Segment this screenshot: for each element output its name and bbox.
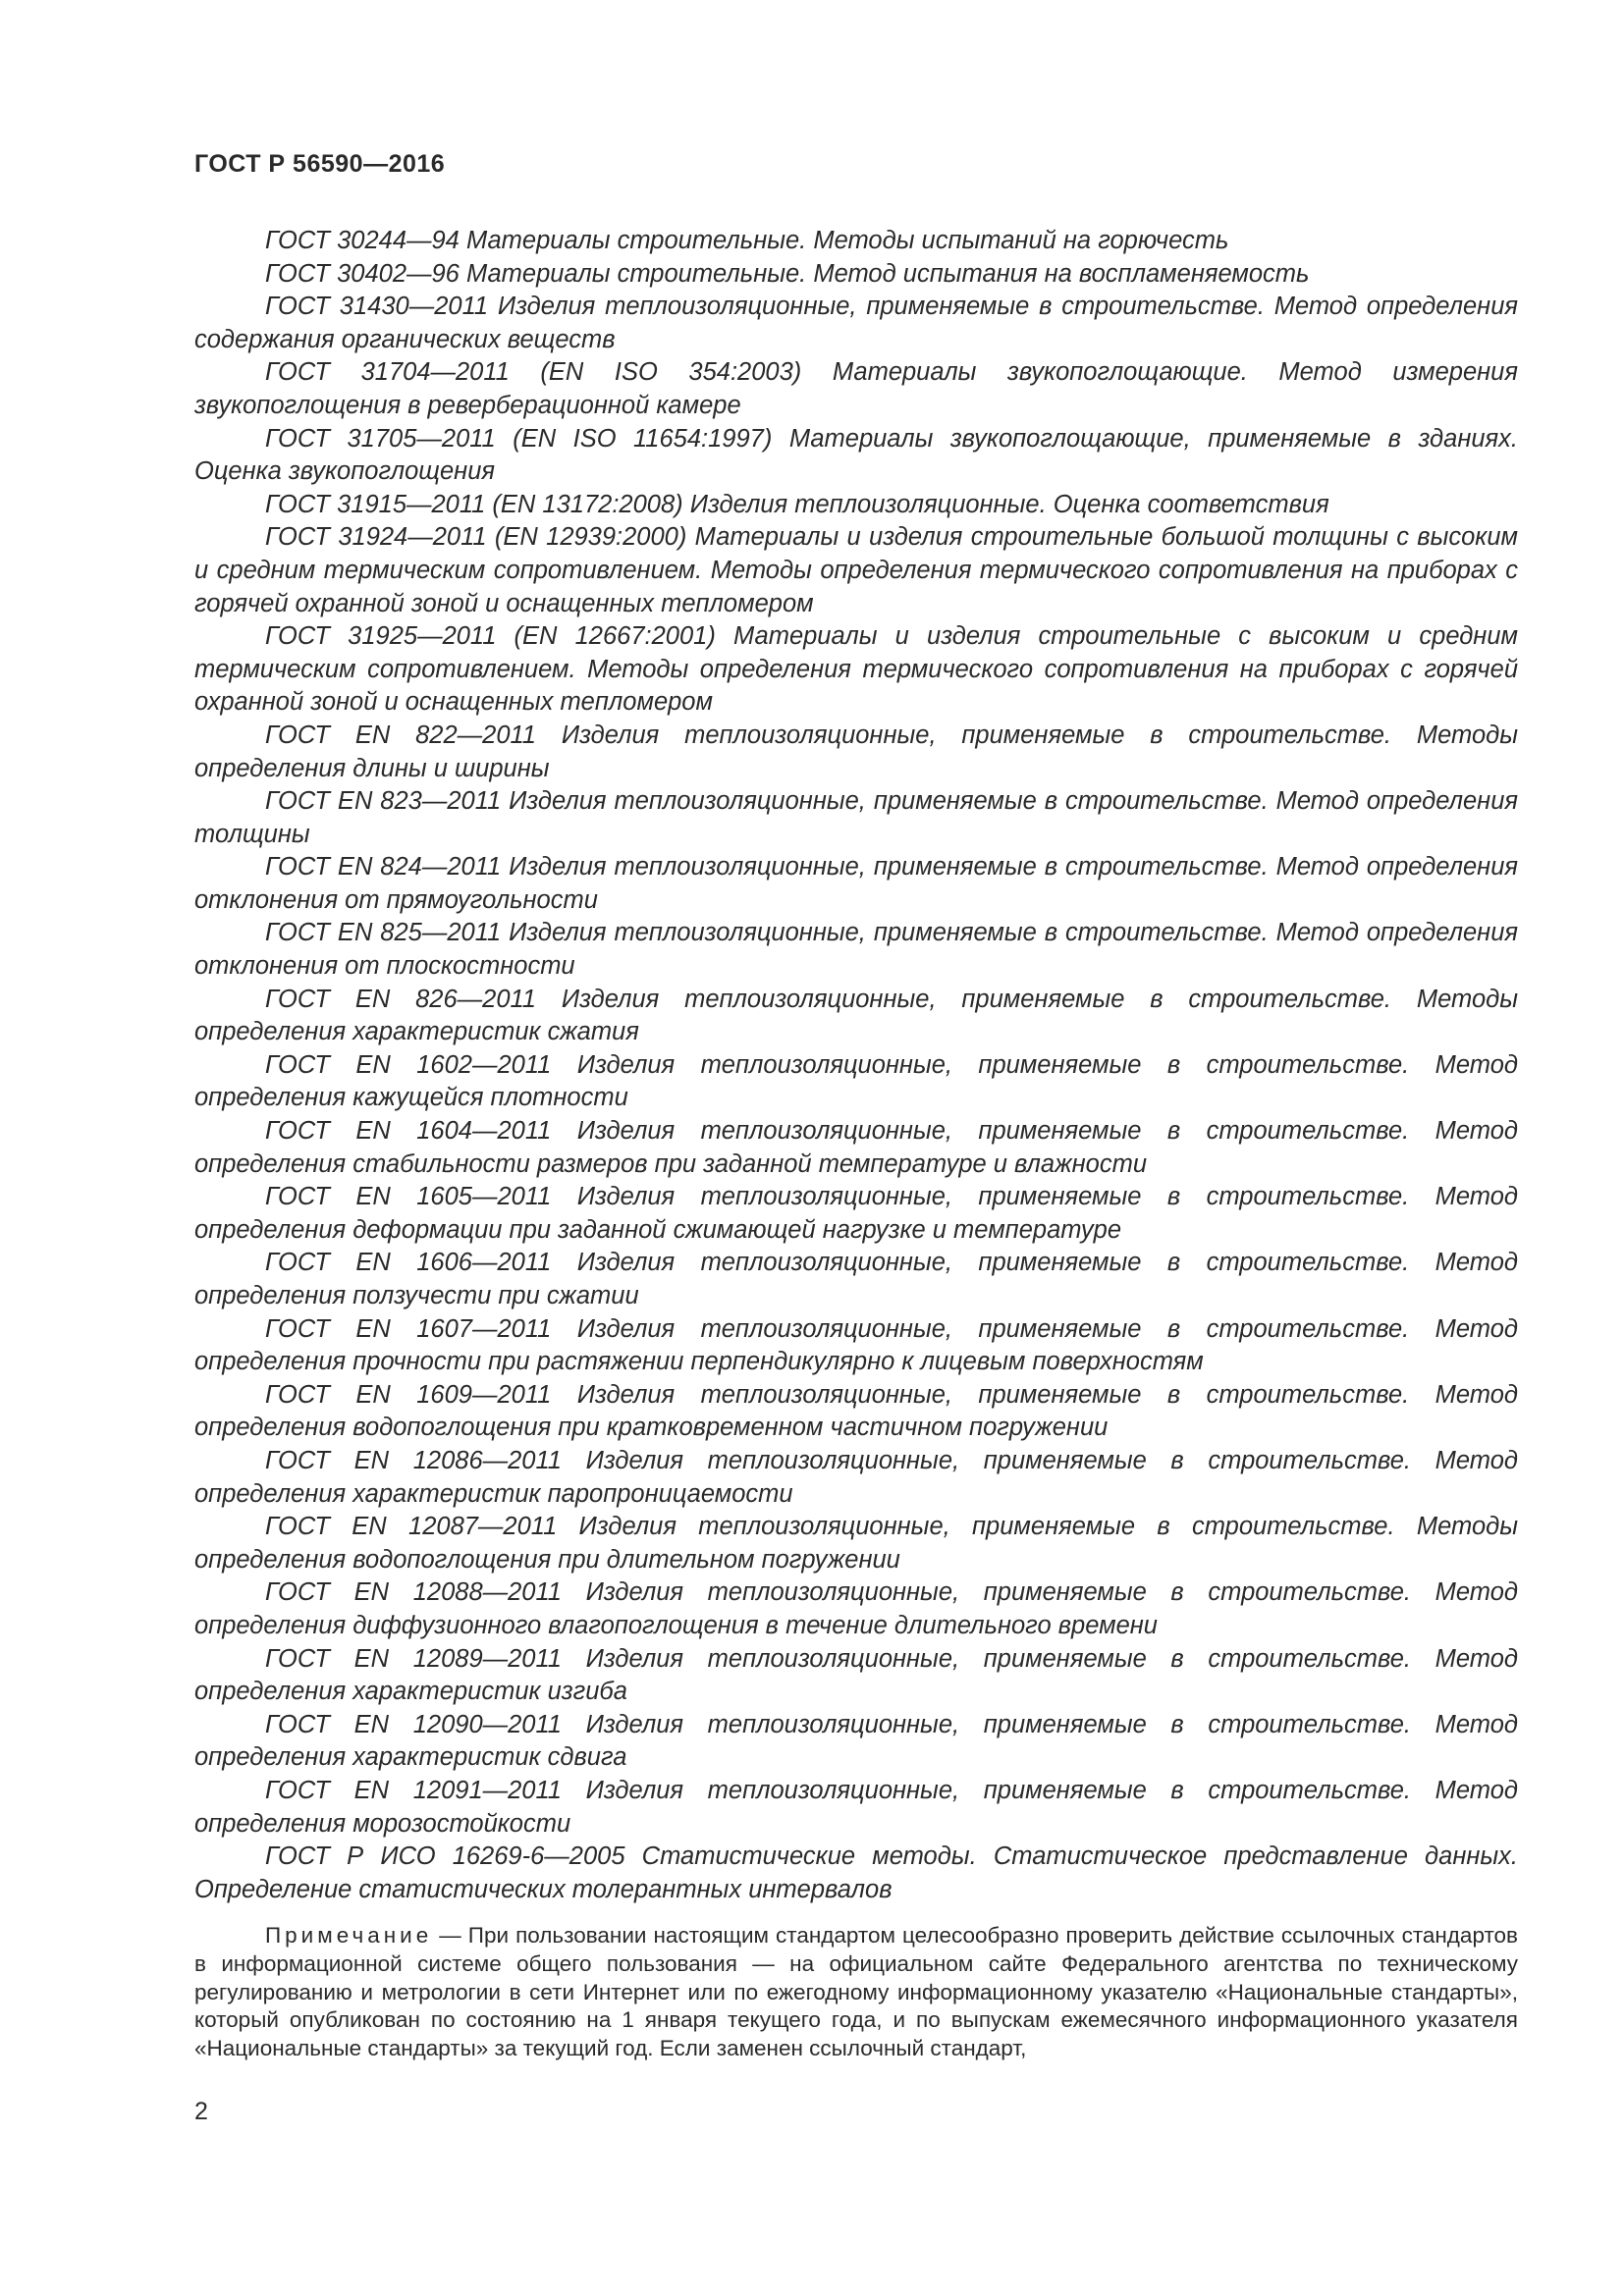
note-text: — При пользовании настоящим стандартом целесообразно проверить действие ссылочных стандартов в информационной системе общего пользования — на официальном сайте Федерального агентства по техническому регулированию и метрологии в сети Интернет или по ежегодному информационному указателю «Национальные стандарты», который опубликован по состоянию на 1 января текущего года, и по выпускам ежемесячного информационного указателя «Национальные стандарты» за текущий год. Если заменен ссылочный стандарт, (194, 1923, 1518, 2061)
note-paragraph (194, 1922, 1518, 2063)
note-label: Примечание (265, 1923, 433, 1948)
reference-item: ГОСТ EN 12090—2011 Изделия теплоизоляционные, применяемые в строительстве. Метод определения характеристик сдвига (194, 1710, 1518, 1772)
document-header: ГОСТ Р 56590—2016 (194, 150, 446, 178)
reference-item: ГОСТ EN 824—2011 Изделия теплоизоляционные, применяемые в строительстве. Метод определения отклонения от прямоугольности (194, 853, 1518, 914)
reference-item: ГОСТ Р ИСО 16269-6—2005 Статистические методы. Статистическое представление данных. Определение статистических толерантных интервалов (194, 1842, 1518, 1903)
reference-item: ГОСТ 31704—2011 (EN ISO 354:2003) Материалы звукопоглощающие. Метод измерения звукопоглощения в реверберационной камере (194, 358, 1518, 419)
reference-item: ГОСТ EN 12086—2011 Изделия теплоизоляционные, применяемые в строительстве. Метод определения характеристик паропроницаемости (194, 1446, 1518, 1508)
reference-item: ГОСТ EN 1606—2011 Изделия теплоизоляционные, применяемые в строительстве. Метод определения ползучести при сжатии (194, 1249, 1518, 1309)
reference-item: ГОСТ 30402—96 Материалы строительные. Метод испытания на воспламеняемость (265, 259, 1310, 288)
reference-item: ГОСТ EN 822—2011 Изделия теплоизоляционные, применяемые в строительстве. Методы определения длины и ширины (194, 721, 1518, 782)
reference-item: ГОСТ EN 1602—2011 Изделия теплоизоляционные, применяемые в строительстве. Метод определения кажущейся плотности (194, 1050, 1518, 1112)
reference-item: ГОСТ 31915—2011 (EN 13172:2008) Изделия теплоизоляционные. Оценка соответствия (265, 490, 1329, 518)
reference-item: ГОСТ 31924—2011 (EN 12939:2000) Материалы и изделия строительные большой толщины с высоким и средним термическим сопротивлением. Методы определения термического сопротивления на приборах с горячей охранной зоной и оснащенных тепломером (194, 523, 1518, 617)
reference-item: ГОСТ EN 826—2011 Изделия теплоизоляционные, применяемые в строительстве. Методы определения характеристик сжатия (194, 985, 1518, 1046)
reference-item: ГОСТ EN 12088—2011 Изделия теплоизоляционные, применяемые в строительстве. Метод определения диффузионного влагопоглощения в течение длительного времени (194, 1578, 1518, 1639)
normative-references-list (194, 225, 1518, 1906)
reference-item: ГОСТ EN 1604—2011 Изделия теплоизоляционные, применяемые в строительстве. Метод определения стабильности размеров при заданной температуре и влажности (194, 1117, 1518, 1178)
reference-item: ГОСТ 31925—2011 (EN 12667:2001) Материалы и изделия строительные с высоким и средним термическим сопротивлением. Методы определения термического сопротивления на приборах с горячей охранной зоной и оснащенных тепломером (194, 622, 1518, 717)
reference-item: ГОСТ EN 1605—2011 Изделия теплоизоляционные, применяемые в строительстве. Метод определения деформации при заданной сжимающей нагрузке и температуре (194, 1183, 1518, 1244)
reference-item: ГОСТ EN 12091—2011 Изделия теплоизоляционные, применяемые в строительстве. Метод определения морозостойкости (194, 1776, 1518, 1838)
reference-item: ГОСТ EN 1609—2011 Изделия теплоизоляционные, применяемые в строительстве. Метод определения водопоглощения при кратковременном частичном погружении (194, 1380, 1518, 1442)
reference-item: ГОСТ EN 825—2011 Изделия теплоизоляционные, применяемые в строительстве. Метод определения отклонения от плоскостности (194, 919, 1518, 981)
reference-item: ГОСТ 30244—94 Материалы строительные. Методы испытаний на горючесть (265, 227, 1229, 254)
reference-item: ГОСТ EN 12087—2011 Изделия теплоизоляционные, применяемые в строительстве. Методы определения водопоглощения при длительном погружении (194, 1513, 1518, 1574)
reference-item: ГОСТ EN 12089—2011 Изделия теплоизоляционные, применяемые в строительстве. Метод определения характеристик изгиба (194, 1644, 1518, 1706)
reference-item: ГОСТ 31705—2011 (EN ISO 11654:1997) Материалы звукопоглощающие, применяемые в зданиях. Оценка звукопоглощения (194, 424, 1518, 486)
reference-item: ГОСТ EN 1607—2011 Изделия теплоизоляционные, применяемые в строительстве. Метод определения прочности при растяжении перпендикулярно к лицевым поверхностям (194, 1314, 1518, 1376)
reference-item: ГОСТ 31430—2011 Изделия теплоизоляционные, применяемые в строительстве. Метод определения содержания органических веществ (194, 293, 1518, 353)
reference-item: ГОСТ EN 823—2011 Изделия теплоизоляционные, применяемые в строительстве. Метод определения толщины (194, 787, 1518, 848)
page-number: 2 (194, 2098, 208, 2125)
